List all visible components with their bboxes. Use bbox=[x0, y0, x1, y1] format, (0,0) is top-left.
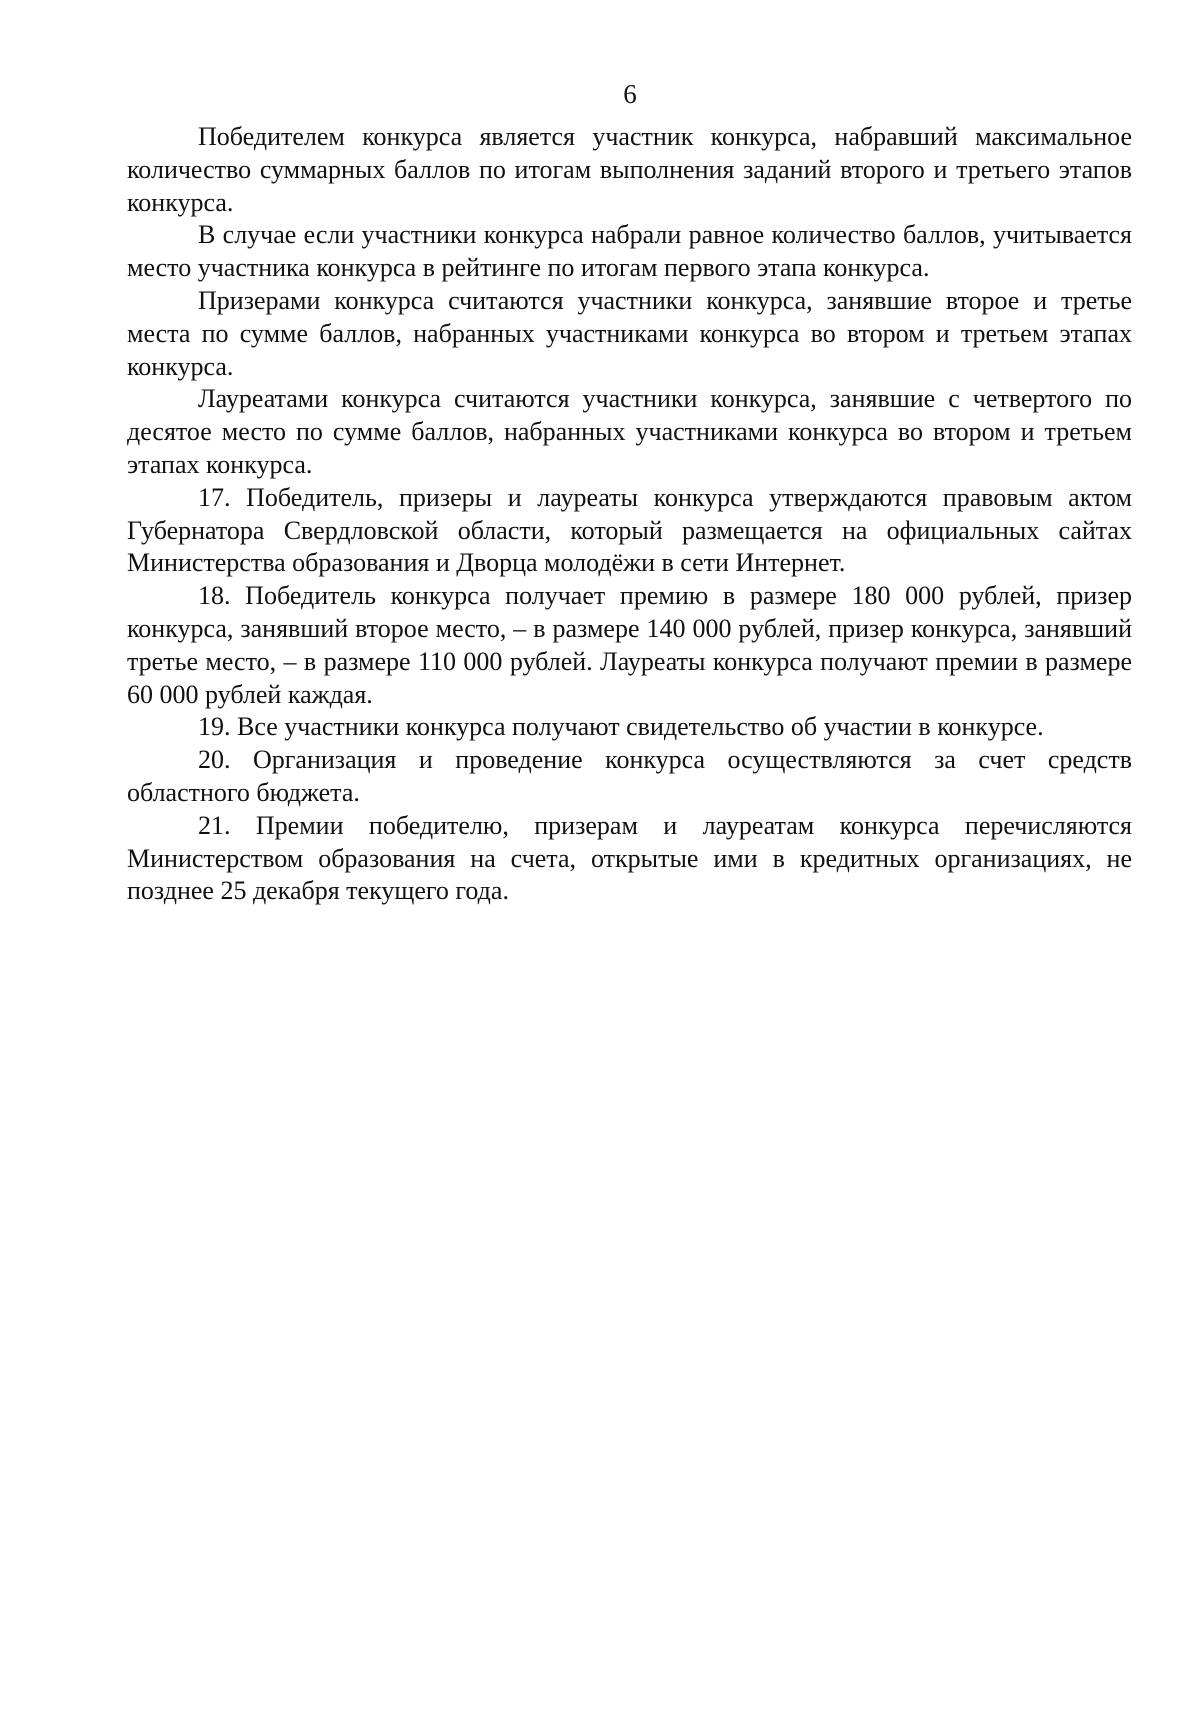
paragraph-tie-break: В случае если участники конкурса набрали равное количество баллов, учитывается место участника конкурса в рейтинге по итогам первого этапа конкурса. bbox=[127, 220, 1132, 283]
document-body bbox=[127, 121, 1132, 908]
paragraph-item-21: 21. Премии победителю, призерам и лауреатам конкурса перечисляются Министерством образования на счета, открытые ими в кредитных организациях, не позднее 25 декабря текущего года. bbox=[127, 810, 1132, 906]
paragraph-item-20: 20. Организация и проведение конкурса осуществляются за счет средств областного бюджета. bbox=[127, 745, 1132, 807]
paragraph-item-17: 17. Победитель, призеры и лауреаты конкурса утверждаются правовым актом Губернатора Свердловской области, который размещается на официальных сайтах Министерства образования и Дворца молодёжи в сети Интернет. bbox=[127, 482, 1132, 578]
page-number: 6 bbox=[623, 79, 637, 109]
paragraph-item-19: 19. Все участники конкурса получают свидетельство об участии в конкурсе. bbox=[198, 712, 1044, 742]
paragraph-item-18: 18. Победитель конкурса получает премию в размере 180 000 рублей, призер конкурса, занявший второе место, – в размере 140 000 рублей, призер конкурса, занявший третье место, – в размере 110 000 рублей. Лауреаты конкурса получают премии в размере 60 000 рублей каждая. bbox=[127, 581, 1132, 709]
paragraph-prize-winners: Призерами конкурса считаются участники конкурса, занявшие второе и третье места по сумме баллов, набранных участниками конкурса во втором и третьем этапах конкурса. bbox=[127, 285, 1132, 381]
paragraph-laureates: Лауреатами конкурса считаются участники конкурса, занявшие с четвертого по десятое место по сумме баллов, набранных участниками конкурса во втором и третьем этапах конкурса. bbox=[127, 384, 1132, 479]
paragraph-winner: Победителем конкурса является участник конкурса, набравший максимальное количество суммарных баллов по итогам выполнения заданий второго и третьего этапов конкурса. bbox=[127, 122, 1132, 217]
